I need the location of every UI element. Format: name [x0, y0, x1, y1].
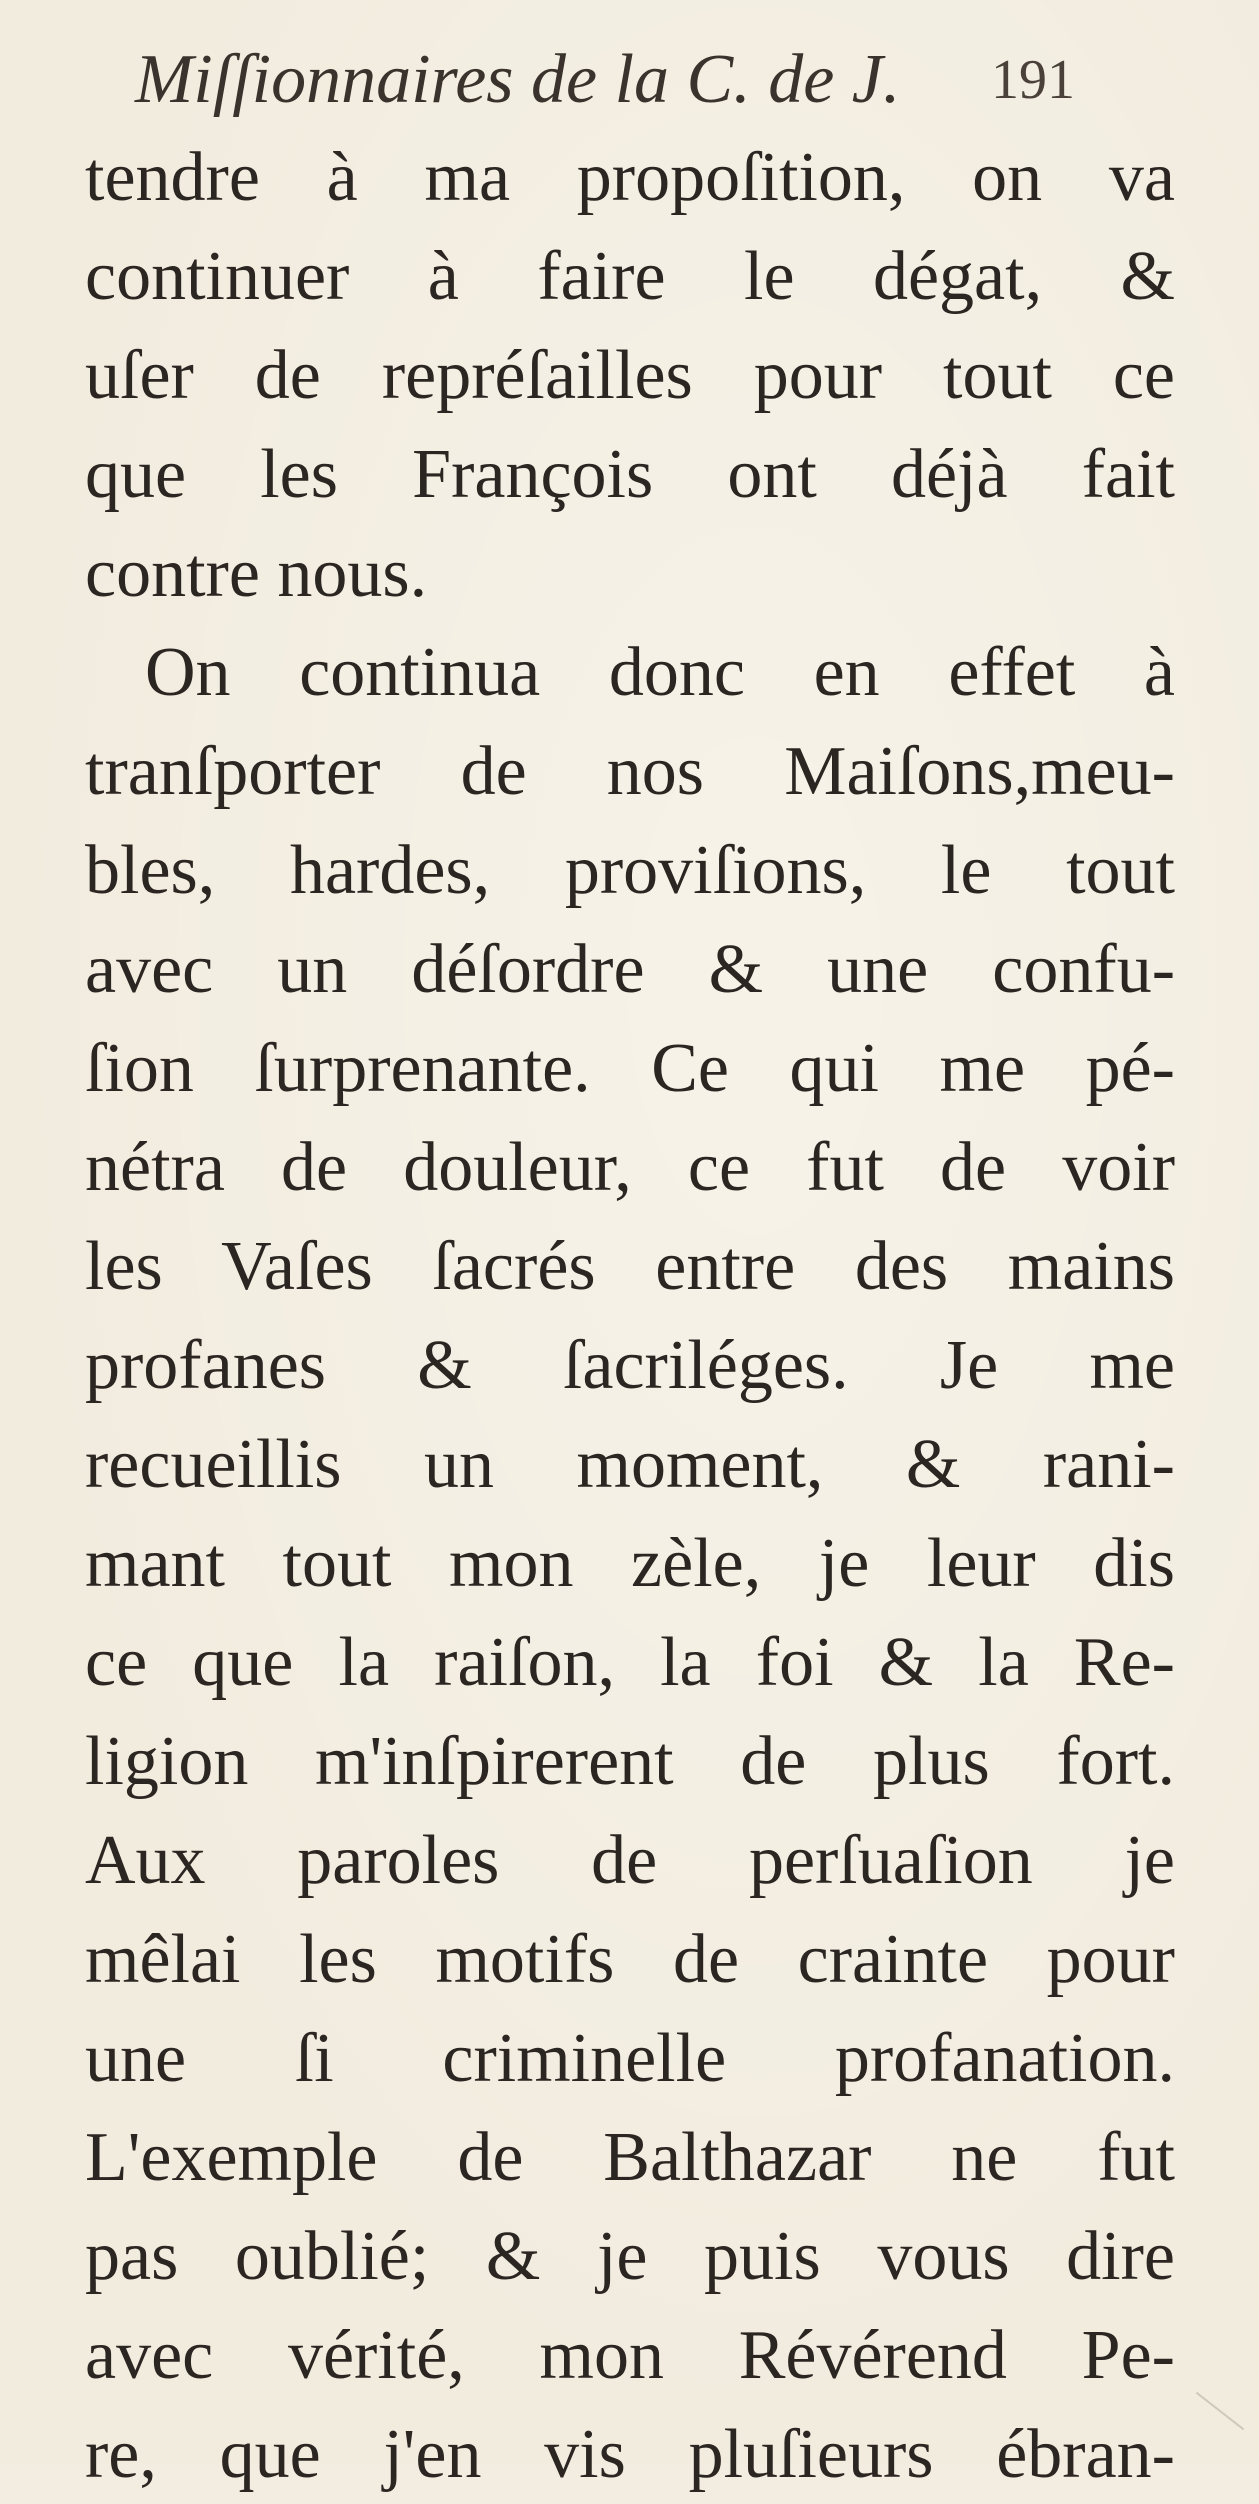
- text-line: recueillis un moment, & rani-: [85, 1426, 1175, 1503]
- text-line: L'exemple de Balthazar ne fut: [85, 2119, 1175, 2196]
- text-line: continuer à faire le dégat, &: [85, 238, 1175, 315]
- body-text: [85, 128, 1175, 2504]
- text-line: ce que la raiſon, la foi & la Re-: [85, 1624, 1175, 1701]
- text-line: nétra de douleur, ce fut de voir: [85, 1129, 1175, 1206]
- text-line: ligion m'inſpirerent de plus fort.: [85, 1723, 1175, 1800]
- text-line: Aux paroles de perſuaſion je: [85, 1822, 1175, 1899]
- text-line: avec un déſordre & une confu-: [85, 931, 1175, 1008]
- text-line: une ſi criminelle profanation.: [85, 2020, 1175, 2097]
- text-line: bles, hardes, proviſions, le tout: [85, 832, 1175, 909]
- text-line: que les François ont déjà fait: [85, 436, 1175, 513]
- paper-mark: [1196, 2392, 1245, 2431]
- text-line: uſer de repréſailles pour tout ce: [85, 337, 1175, 414]
- text-line: re, que j'en vis pluſieurs ébran-: [85, 2416, 1175, 2493]
- text-line: mant tout mon zèle, je leur dis: [85, 1525, 1175, 1602]
- page-number: 191: [991, 49, 1075, 111]
- text-line: les Vaſes ſacrés entre des mains: [85, 1228, 1175, 1305]
- text-line: contre nous.: [85, 535, 428, 612]
- text-line: pas oublié; & je puis vous dire: [85, 2218, 1175, 2295]
- text-line: mêlai les motifs de crainte pour: [85, 1921, 1175, 1998]
- text-line: tranſporter de nos Maiſons,meu-: [85, 733, 1175, 810]
- text-line: ſion ſurprenante. Ce qui me pé-: [85, 1030, 1175, 1107]
- text-line: On continua donc en effet à: [145, 634, 1175, 711]
- running-title: Miſſionnaires de la C. de J.: [135, 41, 901, 118]
- running-head: [135, 30, 1085, 130]
- text-line: tendre à ma propoſition, on va: [85, 139, 1175, 216]
- text-line: profanes & ſacriléges. Je me: [85, 1327, 1175, 1404]
- text-line: avec vérité, mon Révérend Pe-: [85, 2317, 1175, 2394]
